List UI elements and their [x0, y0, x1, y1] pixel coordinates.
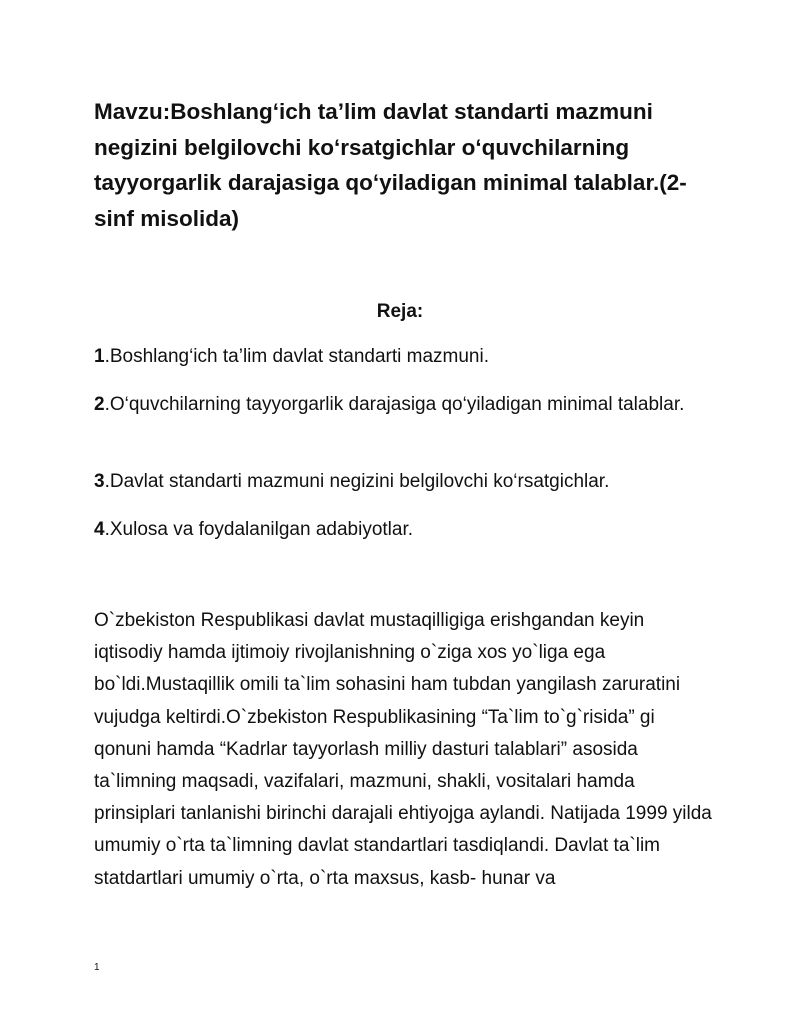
page-number: 1	[94, 962, 100, 973]
plan-item-number: 3	[94, 471, 105, 492]
plan-item	[94, 515, 714, 544]
plan-item-text: .Boshlang‘ich ta’lim davlat standarti mazmuni.	[104, 346, 489, 367]
plan-item	[94, 342, 714, 371]
plan-item-number: 2	[94, 394, 105, 415]
plan-item-text: .O‘quvchilarning tayyorgarlik darajasiga qo‘yiladigan minimal talablar.	[104, 394, 685, 415]
plan-item	[94, 390, 714, 419]
plan-heading	[0, 298, 800, 326]
body-paragraph: O`zbekiston Respublikasi davlat mustaqilligiga erishgandan keyin iqtisodiy hamda ijtimoiy rivojlanishning o`ziga xos yo`liga ega bo`ldi.Mustaqillik omili ta`lim sohasini ham tubdan yangilash zaruratini vujudga keltirdi.O`zbekiston Respublikasining “Ta`lim to`g`risida” gi qonuni hamda “Kadrlar tayyorlash milliy dasturi talablari” asosida ta`limning maqsadi, vazifalari, mazmuni, shakli, vositalari hamda prinsiplari tanlanishi birinchi darajali ehtiyojga aylandi. Natijada 1999 yilda umumiy o`rta ta`limning davlat standartlari tasdiqlandi. Davlat ta`lim statdartlari umumiy o`rta, o`rta maxsus, kasb- hunar va	[94, 610, 712, 889]
plan-item-text: .Xulosa va foydalanilgan adabiyotlar.	[104, 519, 414, 540]
plan-item	[94, 467, 714, 496]
plan-item-number: 1	[94, 346, 105, 367]
plan-heading-text: Reja:	[376, 301, 424, 322]
plan-item-number: 4	[94, 519, 105, 540]
plan-item-text: .Davlat standarti mazmuni negizini belgilovchi ko‘rsatgichlar.	[104, 471, 610, 492]
document-title: Mavzu:Boshlang‘ich ta’lim davlat standarti mazmuni negizini belgilovchi ko‘rsatgichlar o‘quvchilarning tayyorgarlik darajasiga qo‘yiladigan minimal talablar.(2-sinf misolida)	[94, 99, 687, 231]
